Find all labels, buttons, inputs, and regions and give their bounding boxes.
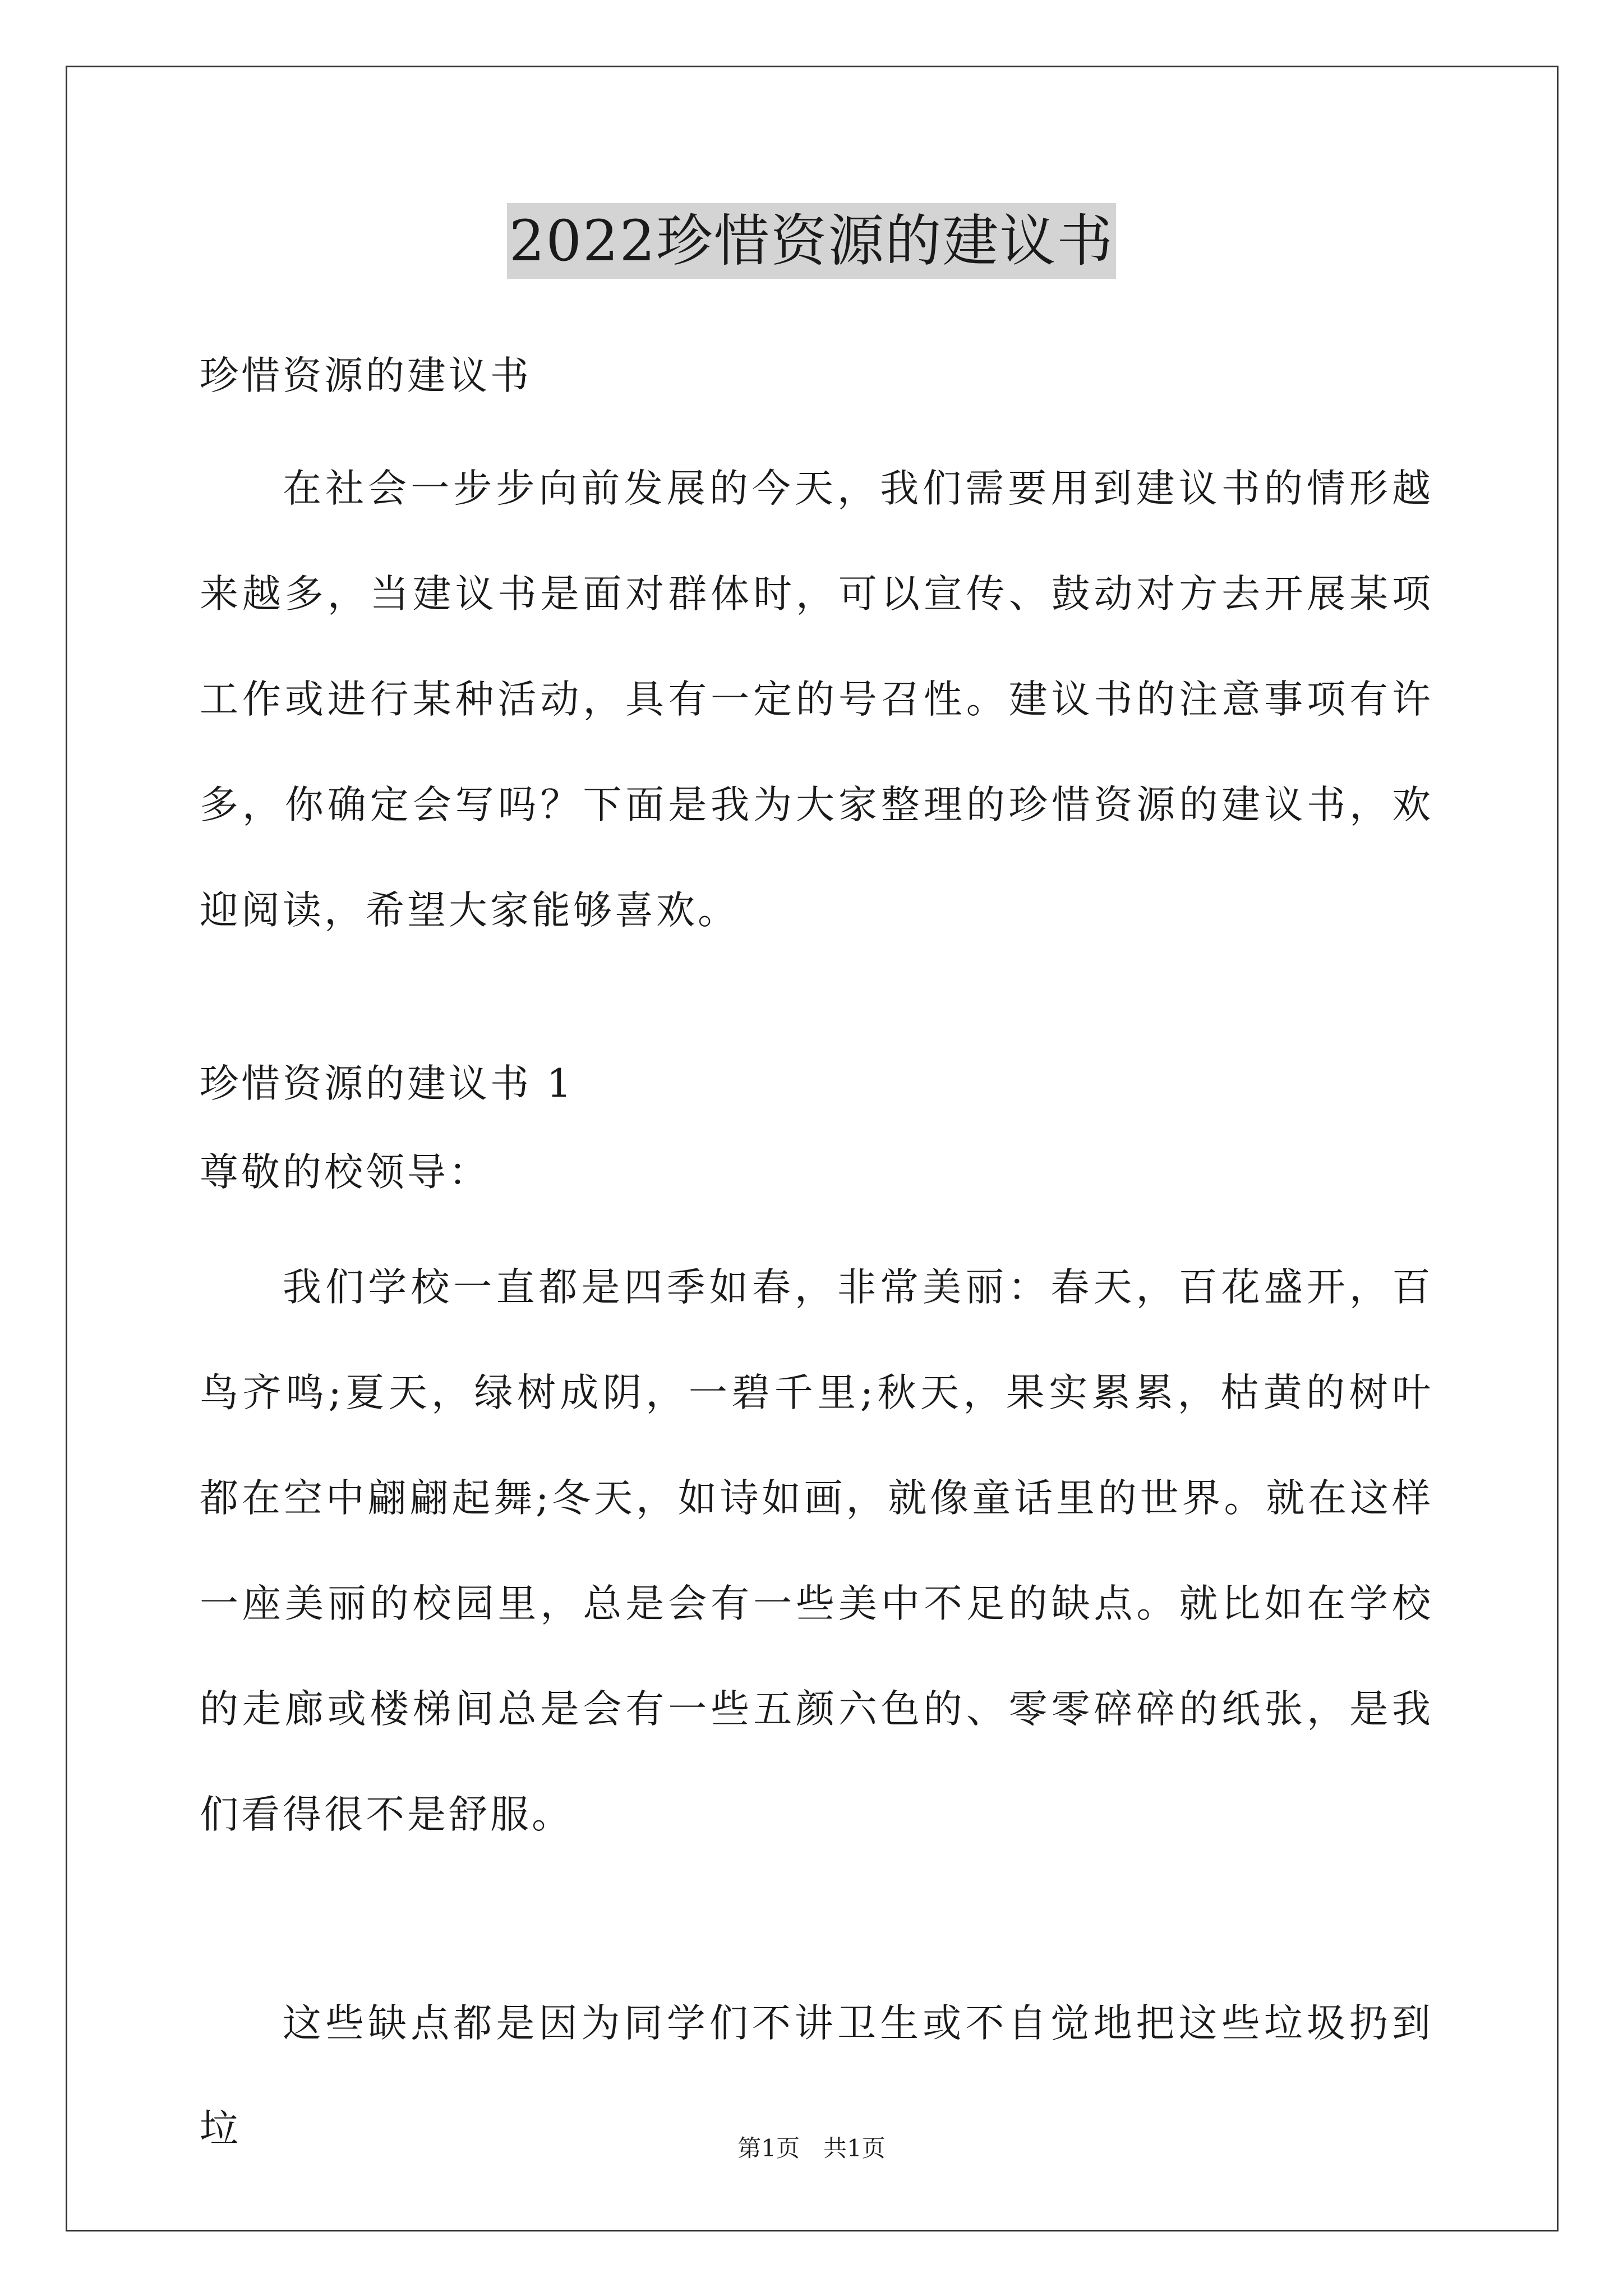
page-footer: 第1页 共1页: [737, 2134, 886, 2162]
document-subtitle: 珍惜资源的建议书: [200, 353, 532, 398]
section-heading: 珍惜资源的建议书 1: [200, 1061, 574, 1106]
document-title: 2022珍惜资源的建议书: [507, 203, 1117, 279]
body-paragraph-1: 我们学校一直都是四季如春，非常美丽：春天，百花盛开，百鸟齐鸣;夏天，绿树成阴，一碧千里;秋天，果实累累，枯黄的树叶都在空中翩翩起舞;冬天，如诗如画，就像童话里的世界。就在这样一座美丽的校园里，总是会有一些美中不足的缺点。就比如在学校的走廊或楼梯间总是会有一些五颜六色的、零零碎碎的纸张，是我们看得很不是舒服。: [200, 1265, 1433, 1837]
body-paragraph-2: 这些缺点都是因为同学们不讲卫生或不自觉地把这些垃圾扔到垃: [200, 2001, 1433, 2151]
intro-paragraph: 在社会一步步向前发展的今天，我们需要用到建议书的情形越来越多，当建议书是面对群体时，可以宣传、鼓动对方去开展某项工作或进行某种活动，具有一定的号召性。建议书的注意事项有许多，你确定会写吗？下面是我为大家整理的珍惜资源的建议书，欢迎阅读，希望大家能够喜欢。: [200, 466, 1433, 933]
salutation: 尊敬的校领导：: [200, 1150, 490, 1195]
title-container: [0, 203, 1623, 279]
